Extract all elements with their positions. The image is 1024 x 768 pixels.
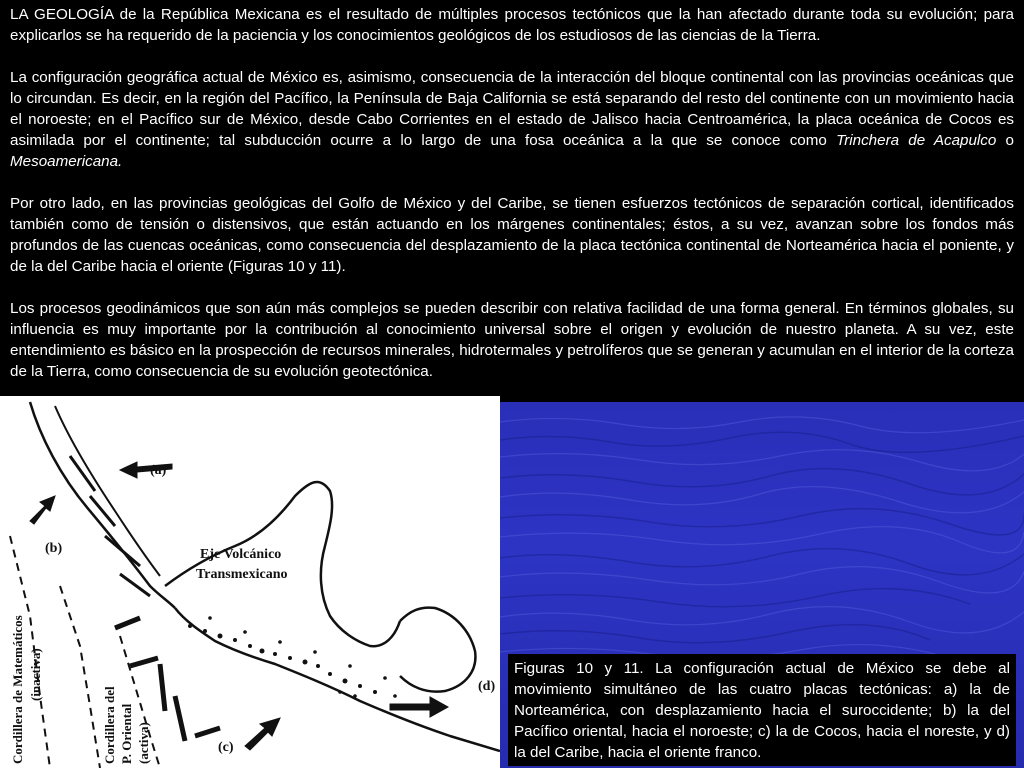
- paragraph-4: Los procesos geodinámicos que son aún más complejos se pueden describir con relativa facilidad de una forma general. En términos globales, su influencia es muy importante por la contribución al conocimiento universal sobre el origen y evolución de nuestro planeta. A su vez, este entendimiento es básico en la prospección de recursos minerales, hidrotermales y petrolíferos que se generan y acumulan en el interior de la corteza de la Tierra, como consecuencia de su evolución geotectónica.: [10, 300, 1014, 380]
- label-b: (b): [45, 541, 63, 556]
- paragraph-2-connector: o: [996, 132, 1014, 149]
- cordillera-oriental-label-2: P. Oriental: [119, 703, 134, 764]
- paragraph-2: [10, 67, 1014, 172]
- cordillera-oriental-status: (activa): [136, 722, 151, 764]
- arrow-c-icon: [245, 718, 280, 750]
- paragraph-1: LA GEOLOGÍA de la República Mexicana es el resultado de múltiples procesos tectónicos que la han afectado durante toda su evolución; para explicarlos se ha requerido de la paciencia y los conocimientos geológicos de los estudiosos de las ciencias de la Tierra.: [10, 6, 1014, 44]
- label-d: (d): [478, 679, 496, 694]
- eje-volcanico-label: Eje Volcánico: [200, 547, 282, 562]
- arrow-d-icon: [390, 697, 448, 717]
- arrow-b-icon: [30, 496, 55, 524]
- label-a: (a): [150, 463, 167, 478]
- mesoamericana-term: Mesoamericana.: [10, 153, 123, 170]
- label-c: (c): [218, 740, 234, 755]
- tectonic-map-figure: [0, 396, 500, 768]
- baja-california-inner-outline: [55, 406, 160, 576]
- plate-arrows: [30, 462, 448, 750]
- gulf-fault-lines: [70, 456, 150, 596]
- transmexicano-label: Transmexicano: [196, 567, 288, 582]
- paragraph-2-text: La configuración geográfica actual de México es, asimismo, consecuencia de la interacción del bloque continental con las provincias oceánicas que lo circundan. Es decir, en la región del Pacífico, la Península de Baja California se está separando del resto del continente con un movimiento hacia el noroeste; en el Pacífico sur de México, desde Cabo Corrientes en el estado de Jalisco hacia Centroamérica, la placa oceánica de Cocos es asimilada por el continente; tal subducción ocurre a lo largo de una fosa oceánica a la que se conoce como: [10, 69, 1014, 149]
- trinchera-acapulco-term: Trinchera de Acapulco: [836, 132, 997, 149]
- north-coast-outline: [165, 482, 400, 646]
- mainland-coast-outline: [175, 608, 500, 751]
- cordillera-matematicos-status: (inactiva): [28, 648, 43, 701]
- volcanic-belt-dots: [188, 616, 397, 698]
- paragraph-3: Por otro lado, en las provincias geológicas del Golfo de México y del Caribe, se tienen esfuerzos tectónicos de separación cortical, identificados también como de tensión o distensivos, que están actuando en los márgenes continentales; éstos, a su vez, avanzan sobre los fondos más profundos de las cuencas oceánicas, como consecuencia del desplazamiento de la placa tectónica continental de Norteamérica hacia el poniente, y de la del Caribe hacia el oriente (Figuras 10 y 11).: [10, 195, 1014, 275]
- cordillera-matematicos-label: Cordillera de Matemáticos: [10, 615, 25, 764]
- tectonic-map-drawing: [0, 396, 500, 768]
- cordillera-oriental-label-1: Cordillera del: [102, 686, 117, 764]
- figure-caption: Figuras 10 y 11. La configuración actual de México se debe al movimiento simultáneo de las cuatro placas tectónicas: a) la de Norteamérica, con desplazamiento hacia el suroccidente; b) la del Pacífico oriental, hacia el noroeste; c) la de Cocos, hacia el noreste, y d) la del Caribe, hacia el oriente franco.: [508, 654, 1016, 766]
- yucatan-outline: [400, 608, 475, 692]
- article-text: [10, 4, 1014, 382]
